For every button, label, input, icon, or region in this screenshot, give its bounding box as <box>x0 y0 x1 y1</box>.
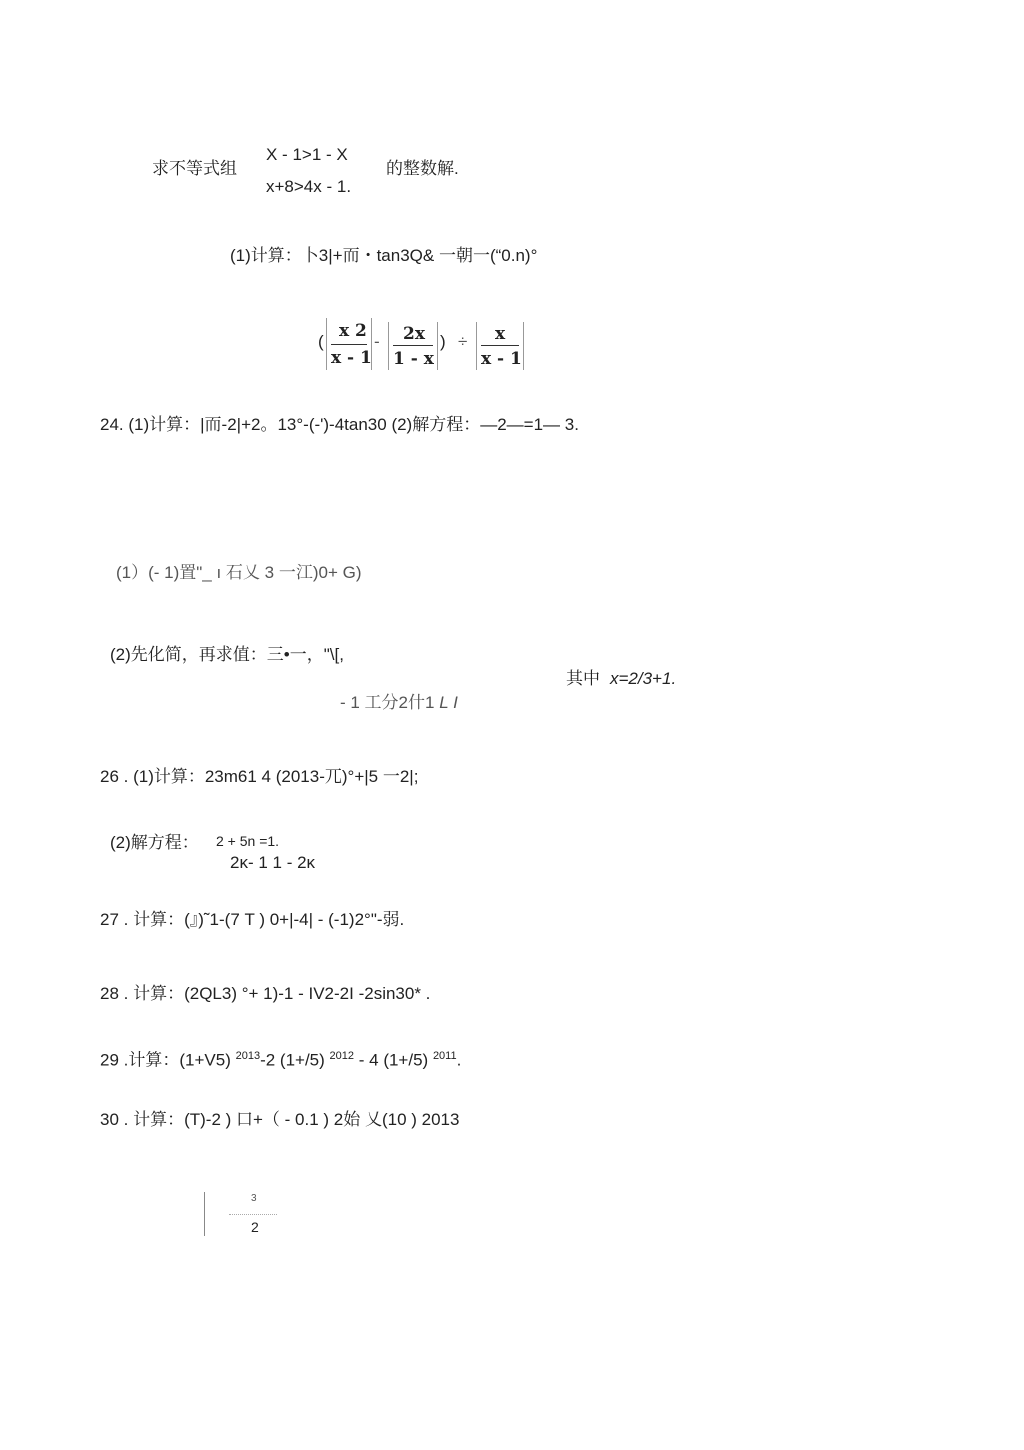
q29-part-b: -2 (1+/5) <box>260 1050 325 1070</box>
q29-part-a: 29 .计算：(1+V5) <box>100 1050 231 1070</box>
question-28: 28 . 计算：(2QL3) °+ 1)-1 - IV2-2I -2sin30* . <box>100 984 431 1003</box>
calc-question-1: (1)计算：卜3|+而・tan3Q& 一朝一(“0.n)° <box>230 246 538 265</box>
bottom-fraction-denominator: 2 <box>251 1219 259 1235</box>
q29-exponent-3: 2011 <box>432 1050 457 1062</box>
question-26-part-2-label: (2)解方程： <box>110 833 199 852</box>
fraction-3-denominator: x - 1 <box>481 349 522 369</box>
inequality-suffix: 的整数解. <box>386 159 459 178</box>
question-26-equation-top: 2 + 5n =1. <box>216 833 280 849</box>
question-25-part-2: (2)先化简，再求值：三•一，"\[, <box>110 645 344 664</box>
question-25-subline <box>340 694 458 711</box>
close-paren: ) <box>440 332 446 351</box>
where-value: x=2/3+1. <box>610 669 677 688</box>
fraction-1-denominator: x - 1 <box>331 348 372 368</box>
where-label: 其中 <box>566 669 600 688</box>
question-27: 27 . 计算：(』)˜1-(7 T ) 0+|-4| - (-1)2°"-弱. <box>100 910 405 929</box>
divide-sign: ÷ <box>458 332 468 351</box>
fraction-2-bar <box>393 345 433 346</box>
subline-italic: L I <box>439 693 458 712</box>
q29-part-c: - 4 (1+/5) <box>354 1050 429 1070</box>
minus-sign: - <box>374 332 380 351</box>
fraction-1-bar <box>331 344 367 345</box>
inequality-prefix: 求不等式组 <box>152 159 237 178</box>
inequality-line-2: x+8>4x - 1. <box>266 177 352 196</box>
question-26-equation-bottom: 2κ- 1 1 - 2κ <box>230 853 316 872</box>
question-29 <box>100 1051 461 1069</box>
open-paren: ( <box>318 332 324 351</box>
q29-exponent-1: 2013 <box>235 1050 261 1062</box>
q29-part-d: . <box>456 1050 462 1070</box>
bottom-fraction-dots <box>229 1214 277 1217</box>
fraction-1-numerator: x 2 <box>339 321 367 341</box>
question-26-part-1: 26 . (1)计算：23m61 4 (2013-兀)°+|5 一2|; <box>100 767 419 786</box>
bottom-fraction-fragment <box>204 1192 279 1236</box>
fraction-1 <box>326 318 372 370</box>
question-24: 24. (1)计算：|而-2|+2。13°-(-')-4tan30 (2)解方程：—2—=1— 3. <box>100 415 579 434</box>
question-25-part-1: (1）(- 1)置"_ ı 石乂 3 一江)0+ G) <box>116 563 362 582</box>
fraction-3-numerator: x <box>495 324 506 344</box>
bottom-fraction-numerator: 3 <box>251 1193 257 1204</box>
fraction-2-denominator: 1 - x <box>393 349 434 369</box>
inequality-line-1: X - 1>1 - X <box>266 145 348 164</box>
subline-text: - 1 工分2什1 <box>340 693 435 712</box>
question-30: 30 . 计算：(T)-2 ) 口+（ - 0.1 ) 2始 乂(10 ) 2013 <box>100 1110 460 1129</box>
fraction-3 <box>476 322 524 370</box>
q29-exponent-2: 2012 <box>329 1050 355 1062</box>
fraction-3-bar <box>481 345 519 346</box>
fraction-2 <box>388 322 438 370</box>
fraction-2-numerator: 2x <box>403 324 425 344</box>
